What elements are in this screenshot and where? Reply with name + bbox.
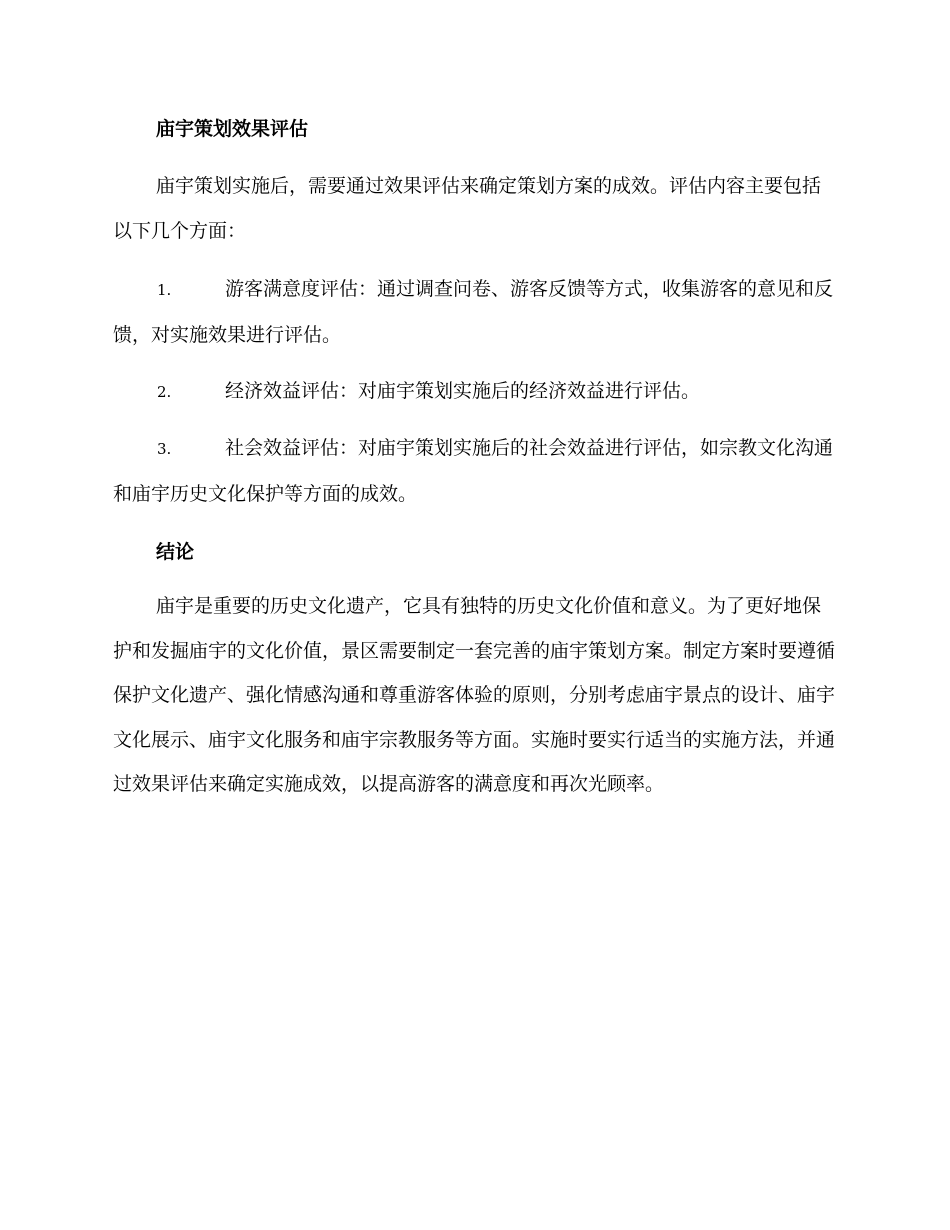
list-item-2 [113,369,835,415]
list-item-text: 游客满意度评估：通过调查问卷、游客反馈等方式，收集游客的意见和反馈，对实施效果进行评估。 [113,278,834,346]
section-heading-evaluation: 庙宇策划效果评估 [156,118,309,140]
list-item-1 [113,267,835,357]
list-number: 2. [157,383,172,401]
list-item-text: 社会效益评估：对庙宇策划实施后的社会效益进行评估，如宗教文化沟通和庙宇历史文化保护等方面的成效。 [113,437,834,505]
list-number: 1. [157,281,172,299]
evaluation-intro-paragraph: 庙宇策划实施后，需要通过效果评估来确定策划方案的成效。评估内容主要包括以下几个方面： [113,175,822,242]
conclusion-paragraph: 庙宇是重要的历史文化遗产，它具有独特的历史文化价值和意义。为了更好地保护和发掘庙宇的文化价值，景区需要制定一套完善的庙宇策划方案。制定方案时要遵循保护文化遗产、强化情感沟通和尊重游客体验的原则，分别考虑庙宇景点的设计、庙宇文化展示、庙宇文化服务和庙宇宗教服务等方面。实施时要实行适当的实施方法，并通过效果评估来确定实施成效，以提高游客的满意度和再次光顾率。 [113,595,836,795]
list-item-text: 经济效益评估：对庙宇策划实施后的经济效益进行评估。 [225,380,701,402]
list-number: 3. [157,440,172,458]
section-heading-conclusion: 结论 [156,541,195,563]
list-item-3 [113,426,835,516]
